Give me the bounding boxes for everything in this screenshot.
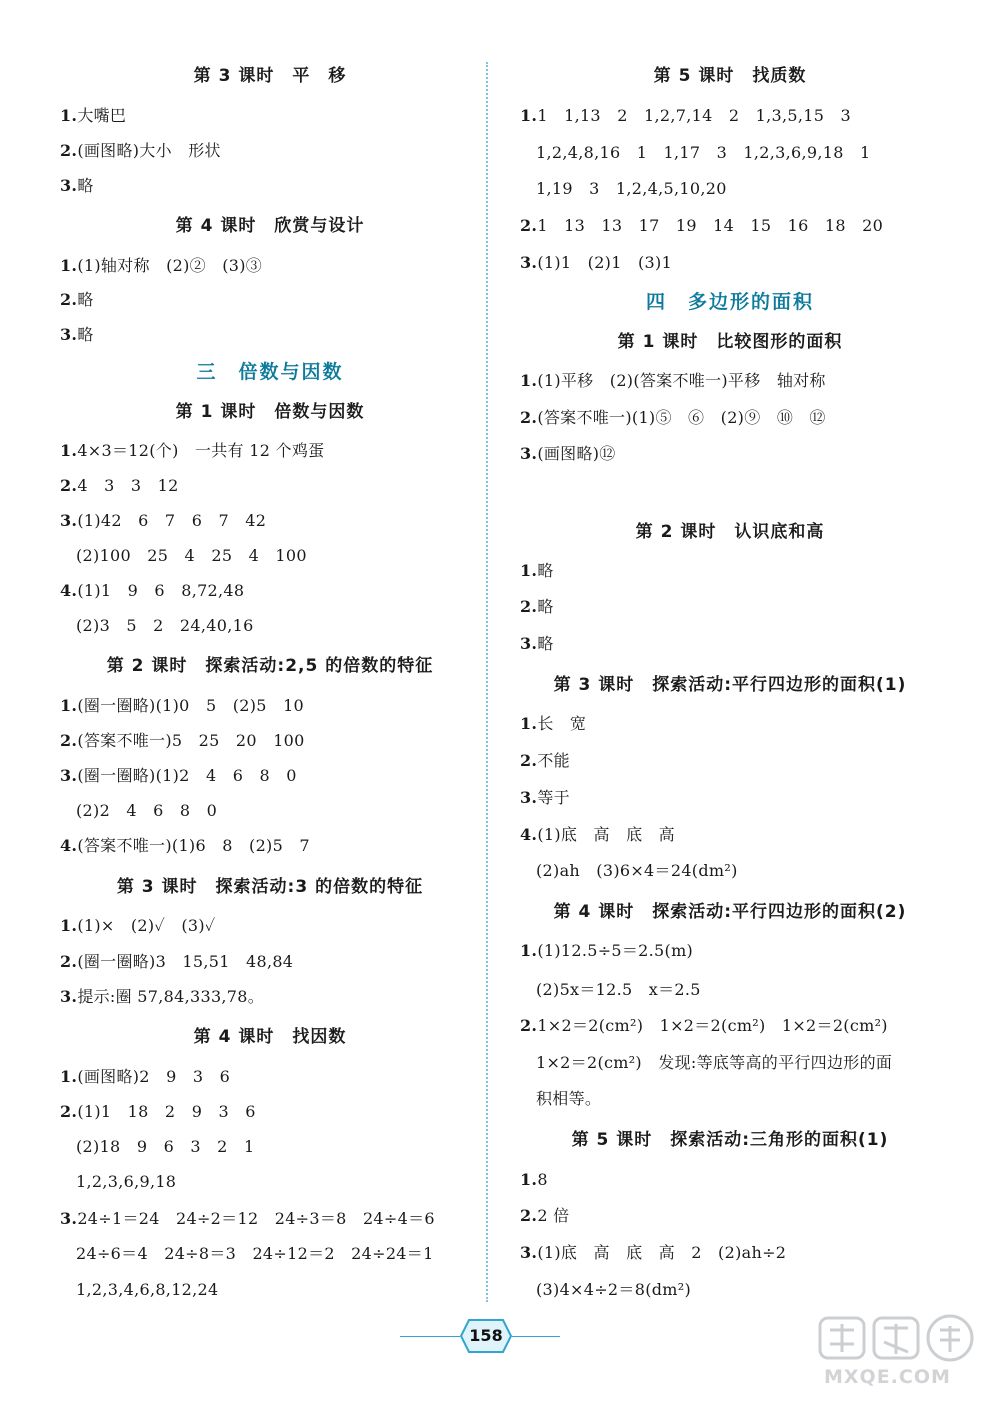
answer-text: 4 3 3 12 (77, 476, 179, 495)
answer-text: 24÷1＝24 24÷2＝12 24÷3＝8 24÷4＝6 (77, 1209, 435, 1228)
answer-text: (1)平移 (2)(答案不唯一)平移 轴对称 (537, 371, 826, 390)
question-number: 2. (60, 731, 78, 750)
answer-text: 1 13 13 17 19 14 15 16 18 20 (537, 216, 884, 235)
answer-line (60, 838, 310, 854)
question-number: 1. (60, 106, 78, 125)
lesson-heading: 第 3 课时 探索活动:平行四边形的面积(1) (553, 675, 907, 695)
answer-text: (答案不唯一)(1)⑤ ⑥ (2)⑨ ⑩ ⑫ (537, 408, 826, 427)
answer-text: 积相等。 (536, 1089, 602, 1108)
answer-line (76, 1282, 219, 1298)
question-number: 3. (60, 325, 78, 344)
answer-text: (2)2 4 6 8 0 (76, 801, 218, 820)
answer-line (60, 583, 244, 599)
answer-text: 8 (537, 1170, 548, 1189)
watermark (800, 1310, 990, 1395)
question-number: 1. (520, 714, 538, 733)
question-number: 2. (520, 1016, 538, 1035)
answer-text: 长 宽 (537, 714, 587, 733)
answer-text: (1)× (2)✓ (3)✓ (77, 916, 216, 935)
lesson-heading: 第 1 课时 倍数与因数 (175, 402, 365, 422)
answer-text: (1)底 高 底 高 2 (2)ah÷2 (537, 1243, 787, 1262)
question-number: 2. (520, 751, 538, 770)
chapter-title: 四 多边形的面积 (645, 291, 814, 313)
answer-text: 略 (77, 176, 94, 195)
answer-line (520, 599, 554, 615)
answer-line (60, 768, 297, 784)
column-divider (486, 62, 488, 1302)
answer-text: 略 (537, 597, 554, 616)
question-number: 3. (520, 253, 538, 272)
lesson-heading: 第 1 课时 比较图形的面积 (617, 332, 843, 352)
answer-text: 1 1,13 2 1,2,7,14 2 1,3,5,15 3 (537, 106, 851, 125)
answer-line (536, 982, 701, 998)
answer-line (536, 1055, 892, 1071)
answer-line (520, 255, 672, 271)
question-number: 3. (60, 987, 78, 1006)
answer-line (60, 954, 293, 970)
chapter-title: 三 倍数与因数 (196, 361, 344, 383)
answer-line (60, 698, 304, 714)
answer-line (60, 989, 264, 1005)
lesson-heading: 第 3 课时 平 移 (193, 66, 347, 86)
question-number: 1. (60, 696, 78, 715)
question-number: 1. (520, 941, 538, 960)
answer-text: 1,2,3,6,9,18 (76, 1172, 177, 1191)
answer-line (76, 1174, 176, 1190)
answer-line (520, 1018, 888, 1034)
footer-rule-left (400, 1336, 460, 1337)
answer-line (536, 1282, 691, 1298)
answer-text: (1)12.5÷5＝2.5(m) (537, 941, 694, 960)
answer-line (76, 618, 254, 634)
answer-line (520, 218, 883, 234)
question-number: 3. (60, 766, 78, 785)
answer-line (520, 1245, 786, 1261)
answer-text: (圈一圈略)(1)0 5 (2)5 10 (77, 696, 305, 715)
answer-text: 等于 (537, 788, 570, 807)
answer-line (60, 1104, 256, 1120)
answer-line (520, 636, 554, 652)
answer-line (60, 513, 266, 529)
answer-line (60, 143, 221, 159)
question-number: 1. (60, 441, 78, 460)
answer-text: 略 (537, 634, 554, 653)
answer-text: 1×2＝2(cm²) 1×2＝2(cm²) 1×2＝2(cm²) (537, 1016, 888, 1035)
answer-line (76, 803, 217, 819)
question-number: 3. (520, 1243, 538, 1262)
answer-text: (1)底 高 底 高 (537, 825, 675, 844)
question-number: 4. (60, 836, 78, 855)
question-number: 2. (60, 141, 78, 160)
question-number: 1. (520, 106, 538, 125)
answer-line (76, 1246, 434, 1262)
question-number: 2. (60, 952, 78, 971)
answer-text: 4×3＝12(个) 一共有 12 个鸡蛋 (77, 441, 325, 460)
question-number: 3. (60, 176, 78, 195)
answer-text: (2)5x＝12.5 x＝2.5 (536, 980, 701, 999)
answer-line (520, 446, 616, 462)
answer-line (60, 443, 324, 459)
question-number: 1. (60, 256, 78, 275)
question-number: 1. (60, 916, 78, 935)
answer-text: (2)3 5 2 24,40,16 (76, 616, 254, 635)
answer-text: (画图略)2 9 3 6 (77, 1067, 231, 1086)
watermark-logo-icon (800, 1310, 990, 1370)
answer-line (520, 108, 851, 124)
question-number: 3. (520, 634, 538, 653)
answer-text: 24÷6＝4 24÷8＝3 24÷12＝2 24÷24＝1 (76, 1244, 434, 1263)
answer-text: 1,19 3 1,2,4,5,10,20 (536, 179, 727, 198)
answer-line (520, 827, 675, 843)
question-number: 4. (60, 581, 78, 600)
answer-text: (2)100 25 4 25 4 100 (76, 546, 307, 565)
question-number: 2. (520, 1206, 538, 1225)
answer-text: 不能 (537, 751, 570, 770)
answer-text: 提示:圈 57,84,333,78。 (77, 987, 265, 1006)
answer-text: (答案不唯一)5 25 20 100 (77, 731, 305, 750)
answer-text: 1,2,4,8,16 1 1,17 3 1,2,3,6,9,18 1 (536, 143, 871, 162)
answer-line (520, 373, 826, 389)
question-number: 1. (520, 371, 538, 390)
lesson-heading: 第 4 课时 找因数 (193, 1027, 347, 1047)
lesson-heading: 第 3 课时 探索活动:3 的倍数的特征 (116, 877, 424, 897)
question-number: 2. (60, 1102, 78, 1121)
question-number: 3. (60, 1209, 78, 1228)
answer-text: (2)ah (3)6×4＝24(dm²) (536, 861, 738, 880)
answer-line (60, 108, 126, 124)
answer-text: (画图略)⑫ (537, 444, 616, 463)
answer-line (60, 918, 216, 934)
question-number: 4. (520, 825, 538, 844)
answer-line (60, 478, 179, 494)
answer-line (60, 1069, 230, 1085)
question-number: 1. (60, 1067, 78, 1086)
question-number: 2. (60, 290, 78, 309)
question-number: 3. (520, 788, 538, 807)
answer-text: (3)4×4÷2＝8(dm²) (536, 1280, 692, 1299)
lesson-heading: 第 2 课时 认识底和高 (635, 522, 825, 542)
answer-text: (2)18 9 6 3 2 1 (76, 1137, 255, 1156)
page-number: 158 (469, 1326, 503, 1345)
answer-line (520, 410, 826, 426)
answer-line (520, 753, 570, 769)
answer-text: 略 (537, 561, 554, 580)
answer-line (536, 1091, 601, 1107)
answer-text: 略 (77, 325, 94, 344)
answer-text: (圈一圈略)3 15,51 48,84 (77, 952, 294, 971)
answer-line (520, 943, 693, 959)
answer-line (520, 716, 586, 732)
answer-line (60, 178, 94, 194)
answer-line (520, 563, 554, 579)
question-number: 1. (520, 561, 538, 580)
answer-text: 1×2＝2(cm²) 发现:等底等高的平行四边形的面 (536, 1053, 893, 1072)
question-number: 2. (520, 597, 538, 616)
answer-line (520, 1208, 569, 1224)
question-number: 2. (520, 216, 538, 235)
footer-rule-right (512, 1336, 560, 1337)
lesson-heading: 第 5 课时 探索活动:三角形的面积(1) (571, 1130, 889, 1150)
answer-line (76, 1139, 254, 1155)
answer-text: (答案不唯一)(1)6 8 (2)5 7 (77, 836, 310, 855)
answer-line (60, 292, 94, 308)
question-number: 2. (520, 408, 538, 427)
answer-line (60, 733, 305, 749)
answer-line (520, 790, 570, 806)
answer-line (60, 327, 94, 343)
lesson-heading: 第 4 课时 探索活动:平行四边形的面积(2) (553, 902, 907, 922)
question-number: 1. (520, 1170, 538, 1189)
answer-line (536, 181, 727, 197)
answer-text: (1)轴对称 (2)② (3)③ (77, 256, 263, 275)
watermark-site: MXQE.COM (824, 1366, 951, 1388)
answer-line (520, 1172, 548, 1188)
answer-text: (1)42 6 7 6 7 42 (77, 511, 267, 530)
lesson-heading: 第 5 课时 找质数 (653, 66, 807, 86)
answer-text: (1)1 (2)1 (3)1 (537, 253, 673, 272)
answer-line (536, 863, 738, 879)
answer-text: 略 (77, 290, 94, 309)
lesson-heading: 第 4 课时 欣赏与设计 (175, 216, 365, 236)
answer-text: 2 倍 (537, 1206, 570, 1225)
answer-text: (画图略)大小 形状 (77, 141, 221, 160)
question-number: 2. (60, 476, 78, 495)
question-number: 3. (520, 444, 538, 463)
answer-line (60, 1211, 435, 1227)
page-number-badge (460, 1318, 512, 1354)
answer-text: 大嘴巴 (77, 106, 127, 125)
answer-text: (1)1 9 6 8,72,48 (77, 581, 245, 600)
answer-line (76, 548, 307, 564)
answer-text: (1)1 18 2 9 3 6 (77, 1102, 256, 1121)
answer-line (60, 258, 262, 274)
lesson-heading: 第 2 课时 探索活动:2,5 的倍数的特征 (106, 656, 434, 676)
question-number: 3. (60, 511, 78, 530)
answer-text: (圈一圈略)(1)2 4 6 8 0 (77, 766, 297, 785)
answer-line (536, 145, 870, 161)
answer-text: 1,2,3,4,6,8,12,24 (76, 1280, 219, 1299)
